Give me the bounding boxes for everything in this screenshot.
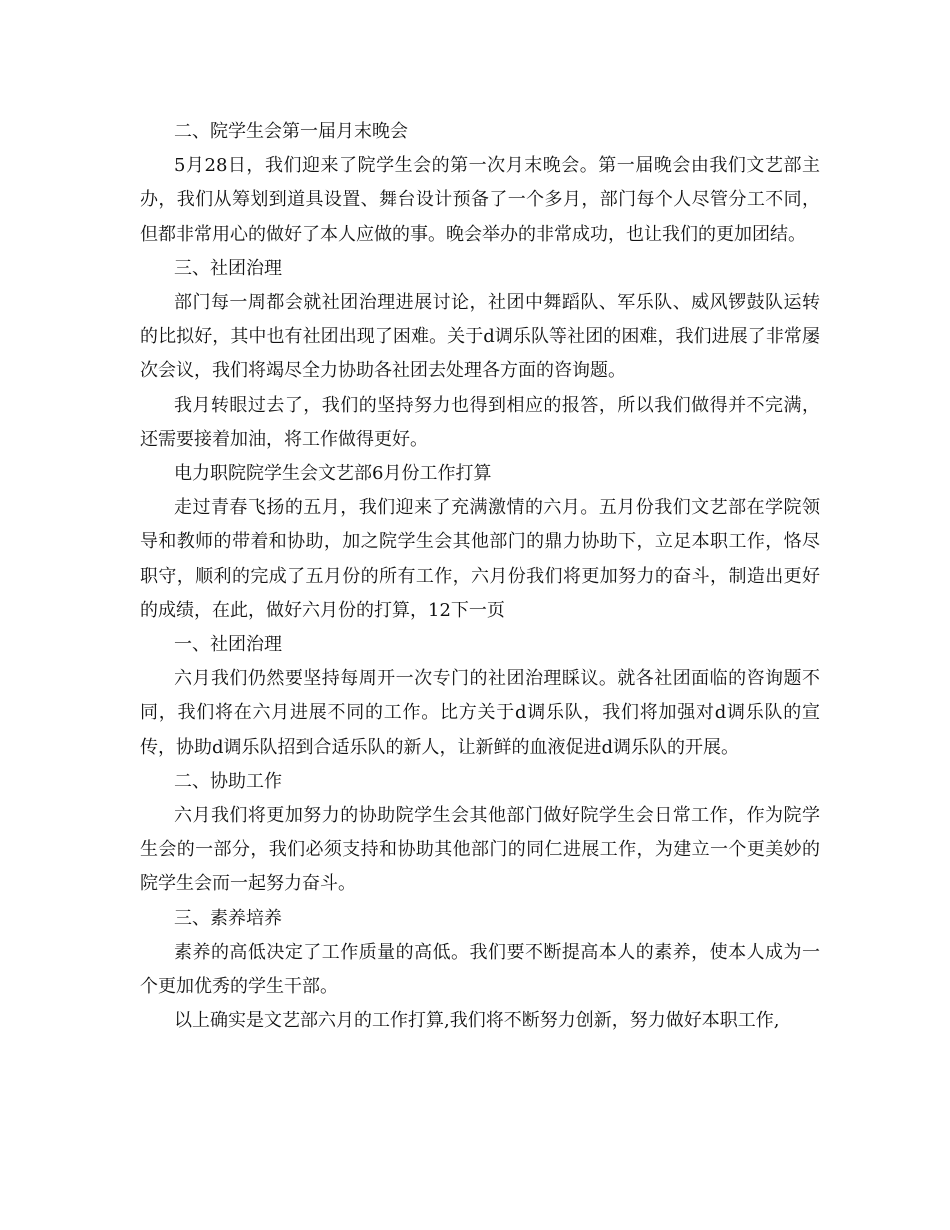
paragraph-june-club-management: 六月我们仍然要坚持每周开一次专门的社团治理睬议。就各社团面临的咨询题不同，我们将在六月进展不同的工作。比方关于d调乐队，我们将加强对d调乐队的宣传，协助d调乐队招到合适乐队的新人，让新鲜的血液促进d调乐队的开展。 bbox=[140, 668, 820, 758]
paragraph-club-management: 部门每一周都会就社团治理进展讨论，社团中舞蹈队、军乐队、威风锣鼓队运转的比拟好，其中也有社团出现了困难。关于d调乐队等社团的困难，我们进展了非常屡次会议，我们将竭尽全力协助各社团去处理各方面的咨询题。 bbox=[140, 292, 820, 382]
paragraph-quality-training: 素养的高低决定了工作质量的高低。我们要不断提高本人的素养，使本人成为一个更加优秀的学生干部。 bbox=[140, 941, 820, 998]
heading-month-end-party: 二、院学生会第一届月末晚会 bbox=[174, 121, 408, 142]
document-body bbox=[140, 115, 820, 1038]
paragraph-assist-work: 六月我们将更加努力的协助院学生会其他部门做好院学生会日常工作，作为院学生会的一部分，我们必须支持和协助其他部门的同仁进展工作，为建立一个更美妙的院学生会而一起努力奋斗。 bbox=[140, 805, 820, 895]
section-title-june-plan: 电力职院院学生会文艺部6月份工作打算 bbox=[174, 463, 492, 485]
heading-quality-training: 三、素养培养 bbox=[174, 907, 282, 929]
heading-june-club-management: 一、社团治理 bbox=[174, 634, 282, 656]
heading-club-management: 三、社团治理 bbox=[174, 257, 282, 279]
paragraph-summary: 我月转眼过去了，我们的坚持努力也得到相应的报答，所以我们做得并不完满，还需要接着加油，将工作做得更好。 bbox=[140, 394, 820, 450]
paragraph-june-intro: 走过青春飞扬的五月，我们迎来了充满激情的六月。五月份我们文艺部在学院领导和教师的带着和协助，加之院学生会其他部门的鼎力协助下，立足本职工作，恪尽职守，顺利的完成了五月份的所有工作，六月份我们将更加努力的奋斗，制造出更好的成绩，在此，做好六月份的打算，12下一页 bbox=[140, 497, 820, 621]
heading-assist-work: 二、协助工作 bbox=[174, 770, 282, 792]
paragraph-month-end-party: 5月28日，我们迎来了院学生会的第一次月末晚会。第一届晚会由我们文艺部主办，我们从筹划到道具设置、舞台设计预备了一个多月，部门每个人尽管分工不同，但都非常用心的做好了本人应做的事。晚会举办的非常成功，也让我们的更加团结。 bbox=[140, 155, 820, 245]
paragraph-closing: 以上确实是文艺部六月的工作打算,我们将不断努力创新，努力做好本职工作, bbox=[174, 1010, 780, 1032]
